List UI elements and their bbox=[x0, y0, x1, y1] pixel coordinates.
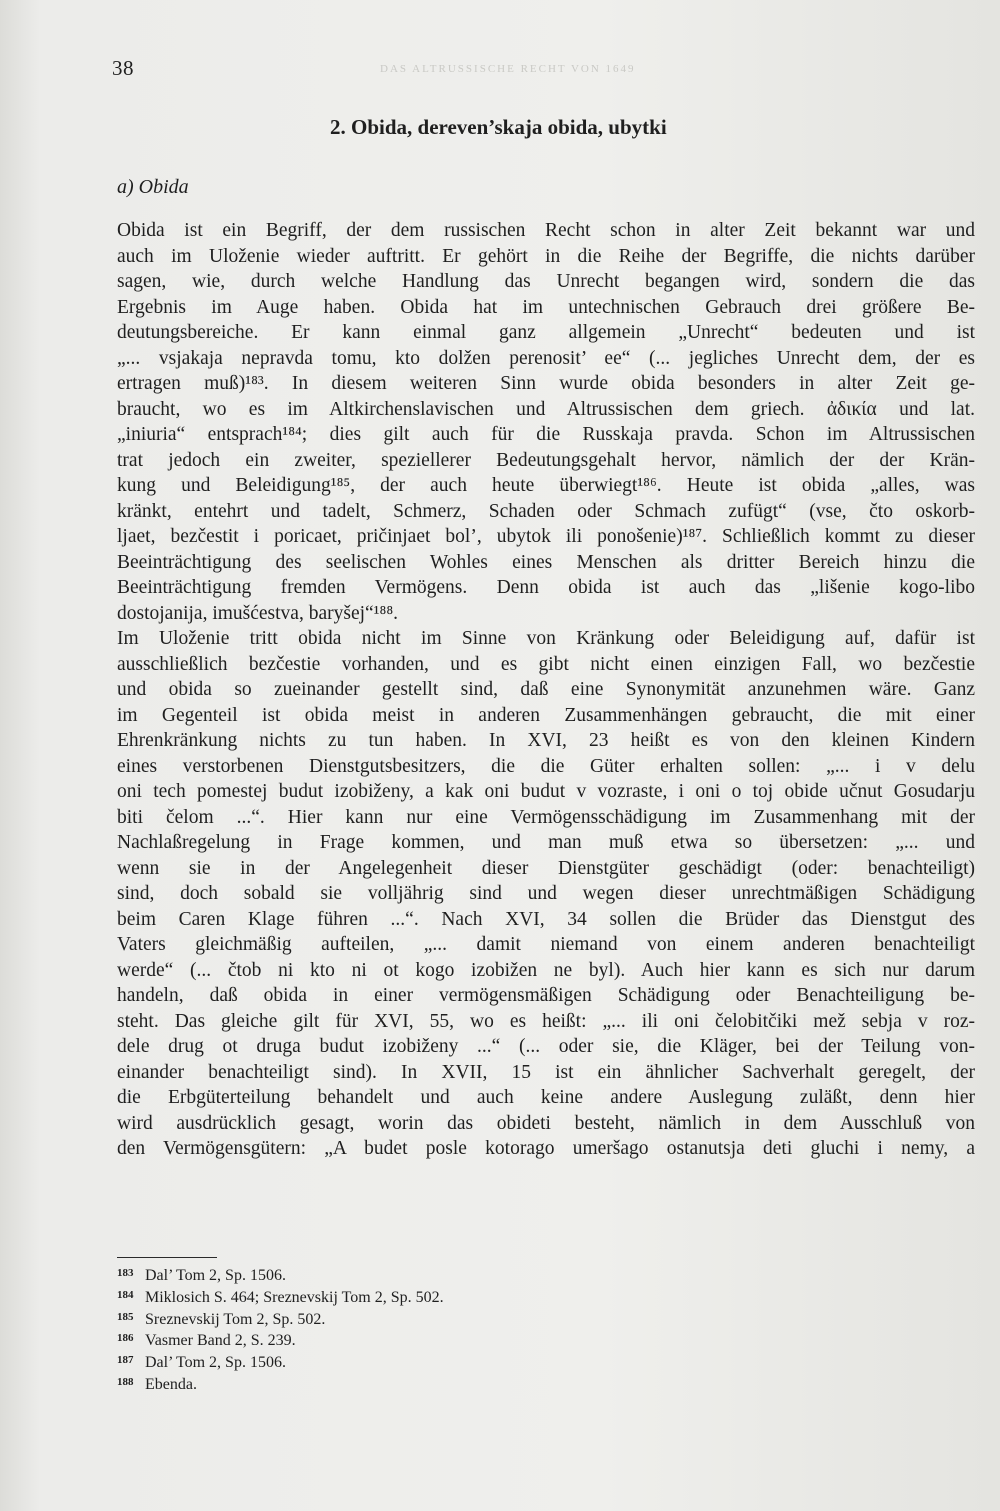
text-line: im Gegenteil ist obida meist in anderen Zusammenhängen gebraucht, die mit einer bbox=[117, 704, 975, 726]
page-number: 38 bbox=[112, 56, 134, 80]
text-line: handeln, daß obida in einer vermögensmäßigen Schädigung oder Benachteiligung be- bbox=[117, 985, 975, 1006]
text-line: dele drug ot druga budut izobiženy ...“ (... oder sie, die Kläger, bei der Teilung von- bbox=[117, 1036, 975, 1057]
footnote-number: 186 bbox=[117, 1332, 134, 1345]
footnote-number: 184 bbox=[117, 1288, 134, 1301]
footnote-text: Ebenda. bbox=[145, 1375, 197, 1393]
text-line: ertragen muß)¹⁸³. In diesem weiteren Sinn wurde obida besonders in alter Zeit ge- bbox=[117, 373, 975, 394]
text-line: sind, doch sobald sie volljährig sind und wegen dieser unrechtmäßigen Schädigung bbox=[117, 883, 975, 904]
text-line: Obida ist ein Begriff, der dem russischen Recht schon in alter Zeit bekannt war und bbox=[117, 220, 975, 241]
text-line: wird ausdrücklich gesagt, worin das obideti besteht, nämlich in dem Ausschluß von bbox=[117, 1112, 975, 1134]
footnote bbox=[117, 1307, 717, 1329]
footnote-number: 185 bbox=[117, 1310, 134, 1323]
running-head-bleedthrough: DAS ALTRUSSISCHE RECHT VON 1649 bbox=[380, 63, 636, 75]
footnote-divider bbox=[117, 1257, 217, 1258]
text-line: oni tech pomestej budut izobiženy, a kak oni budut v vozraste, i oni o toj obide učnut Gosudarju bbox=[117, 781, 975, 802]
footnote bbox=[117, 1285, 717, 1307]
text-line bbox=[117, 1162, 975, 1188]
footnote bbox=[117, 1263, 717, 1285]
section-heading: 2. Obida, dereven’skaja obida, ubytki bbox=[330, 115, 667, 139]
text-line: Beeinträchtigung des seelischen Wohles eines Menschen als dritter Bereich hinzu die bbox=[117, 551, 975, 573]
footnote-text: Dal’ Tom 2, Sp. 1506. bbox=[145, 1354, 286, 1372]
footnote-number: 187 bbox=[117, 1354, 134, 1367]
text-line: trat jedoch ein zweiter, speziellerer Bedeutungsgehalt hervor, nämlich der der Krän- bbox=[117, 449, 975, 471]
text-line: steht. Das gleiche gilt für XVI, 55, wo es heißt: „... ili oni čelobitčiki mež sebja v roz- bbox=[117, 1010, 975, 1032]
footnote bbox=[117, 1372, 717, 1394]
footnote-text: Vasmer Band 2, S. 239. bbox=[145, 1332, 296, 1350]
text-line: beim Caren Klage führen ...“. Nach XVI, 34 sollen die Brüder das Dienstgut des bbox=[117, 908, 975, 930]
text-line: sagen, wie, durch welche Handlung das Unrecht begangen wird, sondern die das bbox=[117, 271, 975, 292]
text-line: biti čelom ...“. Hier kann nur eine Vermögensschädigung im Zusammenhang mit der bbox=[117, 806, 975, 828]
text-line: ausschließlich bezčestie vorhanden, und es gibt nicht einen einzigen Fall, wo bezčestie bbox=[117, 653, 975, 675]
text-line: den Vermögensgütern: „A budet posle kotorago umeršago ostanutsja deti gluchi i nemy, a bbox=[117, 1138, 975, 1159]
text-line: Ergebnis im Auge haben. Obida hat im untechnischen Gebrauch drei größere Be- bbox=[117, 296, 975, 318]
footnote-text: Dal’ Tom 2, Sp. 1506. bbox=[145, 1267, 286, 1284]
text-line: braucht, wo es im Altkirchenslavischen und Altrussischen dem griech. ἀδικία und lat. bbox=[117, 398, 975, 420]
text-line: Nachlaßregelung in Frage kommen, und man muß etwa so übersetzen: „... und bbox=[117, 832, 975, 853]
text-line: eines verstorbenen Dienstgutsbesitzers, die die Güter erhalten sollen: „... i v delu bbox=[117, 755, 975, 777]
text-line: kung und Beleidigung¹⁸⁵, der auch heute überwiegt¹⁸⁶. Heute ist obida „alles, was bbox=[117, 475, 975, 496]
text-line: Vaters gleichmäßig aufteilen, „... damit niemand von einem anderen benachteiligt bbox=[117, 934, 975, 955]
footnote-text: Miklosich S. 464; Sreznevskij Tom 2, Sp. 502. bbox=[145, 1288, 444, 1306]
footnote-number: 183 bbox=[117, 1267, 134, 1279]
text-line: „iniuria“ entsprach¹⁸⁴; dies gilt auch für die Russkaja pravda. Schon im Altrussischen bbox=[117, 424, 975, 445]
text-line: und obida so zueinander gestellt sind, daß eine Synonymität anzunehmen wäre. Ganz bbox=[117, 679, 975, 700]
footnote bbox=[117, 1350, 717, 1372]
text-line: deutungsbereiche. Er kann einmal ganz allgemein „Unrecht“ bedeuten und ist bbox=[117, 322, 975, 343]
text-line: werde“ (... čtob ni kto ni ot kogo izobižen ne byl). Auch hier kann es sich nur darum bbox=[117, 959, 975, 981]
text-line: „... vsjakaja nepravda tomu, kto dolžen perenosit’ ee“ (... jegliches Unrecht dem, der es bbox=[117, 347, 975, 369]
text-line: wenn sie in der Angelegenheit dieser Dienstgüter geschädigt (oder: benachteiligt) bbox=[117, 857, 975, 879]
subsection-heading: a) Obida bbox=[117, 176, 189, 198]
text-line: Ehrenkränkung nichts zu tun haben. In XVI, 23 heißt es von den kleinen Kindern bbox=[117, 730, 975, 751]
text-line: einander benachteiligt sind). In XVII, 15 ist ein ähnlicher Sachverhalt geregelt, der bbox=[117, 1061, 975, 1083]
text-line: Beeinträchtigung fremden Vermögens. Denn obida ist auch das „lišenie kogo-libo bbox=[117, 577, 975, 598]
footnote-text: Sreznevskij Tom 2, Sp. 502. bbox=[145, 1310, 326, 1328]
footnote-number: 188 bbox=[117, 1375, 134, 1388]
body-text bbox=[117, 218, 975, 1187]
text-line: kränkt, entehrt und tadelt, Schmerz, Schaden oder Schmach zufügt“ (vse, čto oskorb- bbox=[117, 500, 975, 522]
text-line: ljaet, bezčestit i poricaet, pričinjaet bol’, ubytok ili ponošenie)¹⁸⁷. Schließlich kommt zu dieser bbox=[117, 526, 975, 547]
footnotes bbox=[117, 1263, 717, 1394]
text-line: Im Uloženie tritt obida nicht im Sinne von Kränkung oder Beleidigung auf, dafür ist bbox=[117, 628, 975, 649]
text-line: dostojanija, imušćestva, baryšej“¹⁸⁸. bbox=[117, 602, 398, 624]
text-line: auch im Uloženie wieder auftritt. Er gehört in die Reihe der Begriffe, die nichts darüber bbox=[117, 245, 975, 267]
footnote bbox=[117, 1328, 717, 1350]
text-line: die Erbgüterteilung behandelt und auch keine andere Auslegung zuläßt, denn hier bbox=[117, 1087, 975, 1108]
